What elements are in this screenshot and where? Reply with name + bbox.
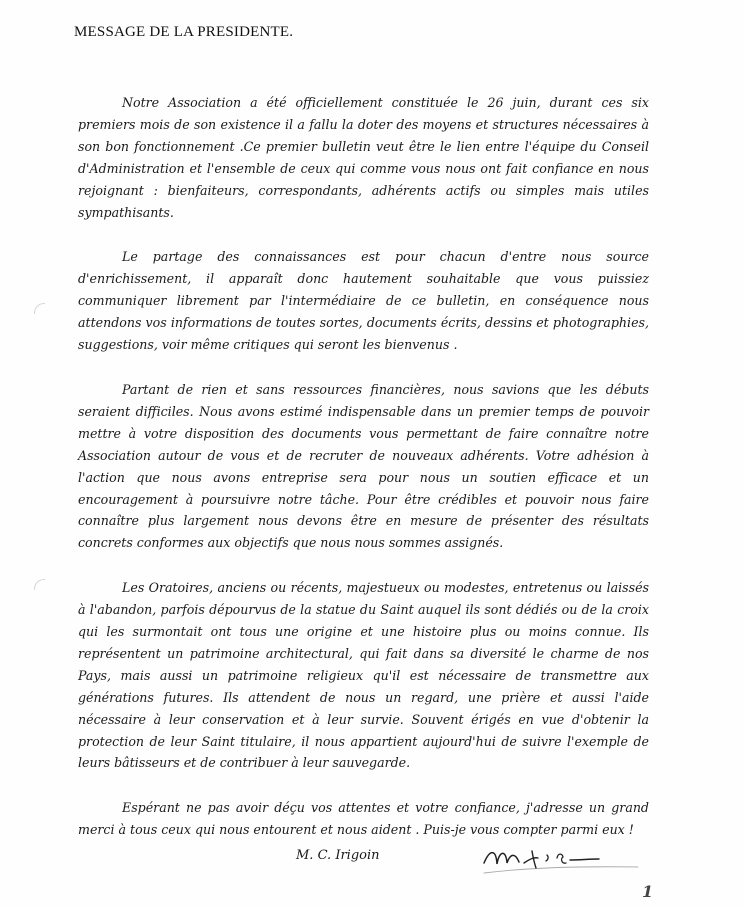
paragraph-3: Partant de rien et sans ressources financières, nous savions que les débuts seraient difficiles. Nous avons estimé indispensable dans un premier temps de pouvoir mettre à votre disposition des documents vous permettant de faire connaître notre Association autour de vous et de recruter de nouveaux adhérents. Votre adhésion à l'action que nous avons entreprise sera pour nous un soutien efficace et un encouragement à poursuivre notre tâche. Pour être crédibles et pouvoir nous faire connaître plus largement nous devons être en mesure de présenter des résultats concrets conformes aux objectifs que nous nous sommes assignés. (78, 381, 649, 551)
paragraph-5: Espérant ne pas avoir déçu vos attentes et votre confiance, j'adresse un grand merci à tous ceux qui nous entourent et nous aident . Puis-je vous compter parmi eux ! (78, 800, 649, 838)
handwritten-signature (476, 839, 646, 881)
document-title: MESSAGE DE LA PRESIDENTE. (74, 24, 294, 40)
paragraph-1: Notre Association a été officiellement constituée le 26 juin, durant ces six premiers mois de son existence il a fallu la doter des moyens et structures nécessaires à son bon fonctionnement .Ce premier bulletin veut être le lien entre l'équipe du Conseil d'Administration et l'ensemble de ceux qui comme vous nous ont fait confiance en nous rejoignant : bienfaiteurs, correspondants, adhérents actifs ou simples mais utiles sympathisants. (78, 95, 649, 220)
page-number: 1 (642, 882, 654, 901)
scan-artifact (34, 579, 45, 590)
scan-artifact (34, 303, 45, 314)
paragraph-2: Le partage des connaissances est pour chacun d'entre nous source d'enrichissement, il apparaît donc hautement souhaitable que vous puissiez communiquer librement par l'intermédiaire de ce bulletin, en conséquence nous attendons vos informations de toutes sortes, documents écrits, dessins et photographies, suggestions, voir même critiques qui seront les bienvenus . (78, 249, 649, 353)
signature-name: M. C. Irigoin (296, 848, 380, 863)
message-body (78, 92, 649, 864)
paragraph-4: Les Oratoires, anciens ou récents, majestueux ou modestes, entretenus ou laissés à l'abandon, parfois dépourvus de la statue du Saint auquel ils sont dédiés ou de la croix qui les surmontait ont tous une origine et une histoire plus ou moins connue. Ils représentent un patrimoine architectural, qui fait dans sa diversité le charme de nos Pays, mais aussi un patrimoine religieux qu'il est nécessaire de transmettre aux générations futures. Ils attendent de nous un regard, une prière et aussi l'aide nécessaire à leur conservation et à leur survie. Souvent érigés en vue d'obtenir la protection de leur Saint titulaire, il nous appartient aujourd'hui de suivre l'exemple de leurs bâtisseurs et de contribuer à leur sauvegarde. (78, 580, 649, 771)
